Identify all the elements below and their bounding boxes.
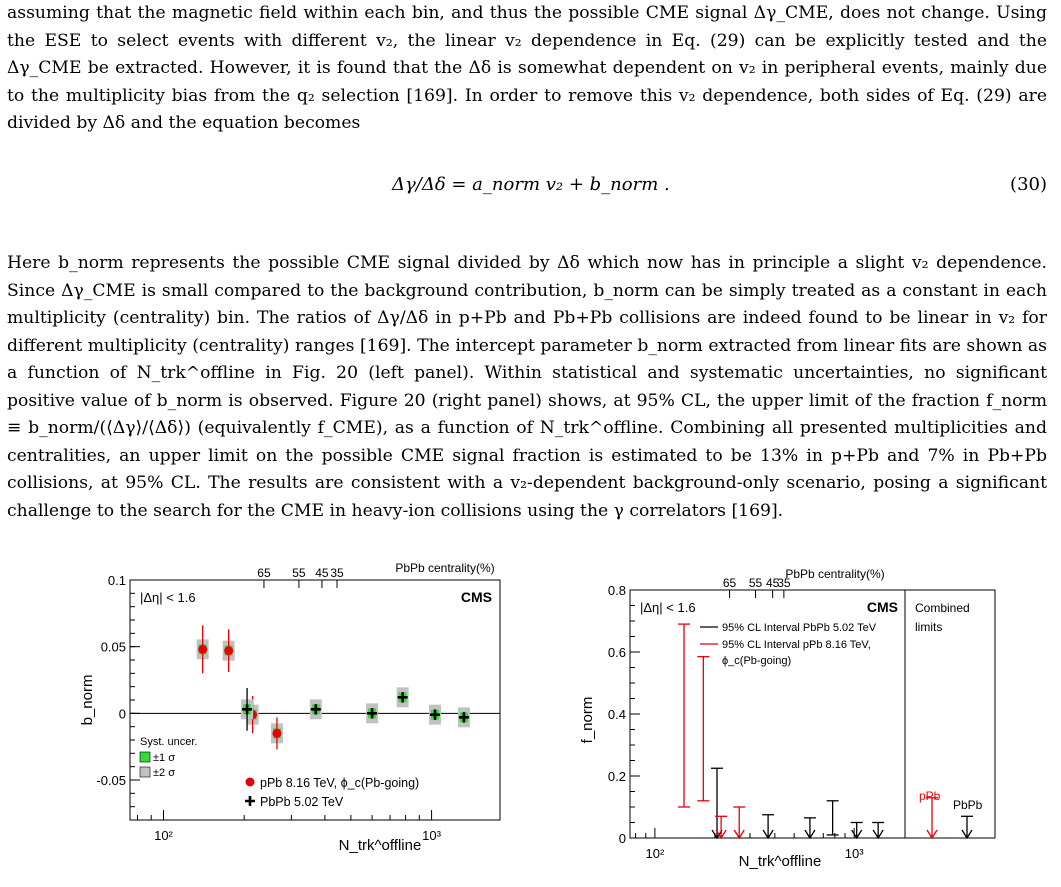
figure-left-bnorm xyxy=(70,560,510,883)
x-tick-label: 10³ xyxy=(844,846,864,861)
cut-annotation: |Δη| < 1.6 xyxy=(640,600,696,615)
legend-ppb-label-line1: 95% CL Interval pPb 8.16 TeV, xyxy=(722,639,871,651)
top-tick-label: 35 xyxy=(330,566,344,580)
y-tick-label: 0.8 xyxy=(607,583,626,598)
top-tick-label: 45 xyxy=(765,576,780,590)
x-axis-label: N_trk^offline xyxy=(338,837,422,854)
ppb-data-point xyxy=(224,646,233,655)
equation-30 xyxy=(0,172,1047,202)
top-tick-label: 65 xyxy=(722,576,737,590)
top-axis-label: PbPb centrality(%) xyxy=(395,561,495,575)
syst-legend-title: Syst. uncer. xyxy=(140,736,198,748)
fnorm-chart xyxy=(570,560,1010,883)
legend-pbpb-marker xyxy=(245,796,255,806)
syst-legend-swatch-2sigma xyxy=(140,767,150,777)
equation-number: (30) xyxy=(1010,174,1047,195)
ppb-data-point xyxy=(198,645,207,654)
y-tick-label: 0.6 xyxy=(607,645,626,660)
legend-pbpb-label: 95% CL Interval PbPb 5.02 TeV xyxy=(722,622,877,634)
experiment-label: CMS xyxy=(460,589,492,605)
y-tick-label: 0.4 xyxy=(607,707,626,722)
combined-pbpb-label: PbPb xyxy=(953,798,983,812)
paragraph-intro: assuming that the magnetic field within each bin, and thus the possible CME signal Δγ_CME, does not change. Using the ESE to select events with different v₂, the linear v₂ dependence in Eq. (29) can be explicitly tested and the Δγ_CME be extracted. However, it is found that the Δδ is somewhat dependent on v₂ in peripheral events, mainly due to the multiplicity bias from the q₂ selection [169]. In order to remove this v₂ dependence, both sides of Eq. (29) are divided by Δδ and the equation becomes xyxy=(7,3,1047,133)
combined-ppb-label: pPb xyxy=(919,789,941,803)
y-tick-label: 0 xyxy=(118,706,126,722)
y-axis-label: b_norm xyxy=(79,674,96,726)
legend-ppb-marker xyxy=(246,778,255,787)
top-tick-label: 55 xyxy=(748,576,763,590)
combined-label-line2: limits xyxy=(915,620,943,634)
top-axis-label: PbPb centrality(%) xyxy=(785,567,885,581)
x-axis-label: N_trk^offline xyxy=(738,853,822,870)
y-tick-label: 0 xyxy=(618,831,626,846)
cut-annotation: |Δη| < 1.6 xyxy=(140,590,196,605)
top-tick-label: 45 xyxy=(315,566,329,580)
legend-ppb-label-line2: ϕ_c(Pb-going) xyxy=(722,655,792,667)
y-tick-label: 0.2 xyxy=(607,769,626,784)
combined-label-line1: Combined xyxy=(915,601,970,615)
x-tick-label: 10² xyxy=(645,846,665,861)
top-tick-label: 65 xyxy=(257,566,271,580)
equation-body: Δγ/Δδ = a_norm v₂ + b_norm . xyxy=(392,174,670,195)
y-tick-label: 0.1 xyxy=(107,573,126,588)
x-tick-label: 10² xyxy=(154,828,173,843)
syst-legend-swatch-1sigma xyxy=(140,752,150,762)
y-tick-label: 0.05 xyxy=(100,639,126,655)
bnorm-chart xyxy=(70,560,510,883)
y-axis-label: f_norm xyxy=(579,696,596,744)
syst-legend-2sigma: ±2 σ xyxy=(153,767,175,779)
legend-pbpb-label: PbPb 5.02 TeV xyxy=(260,795,344,809)
syst-legend-1sigma: ±1 σ xyxy=(153,752,175,764)
top-tick-label: 35 xyxy=(777,576,791,590)
ppb-data-point xyxy=(272,729,281,738)
y-tick-label: -0.05 xyxy=(96,773,126,788)
experiment-label: CMS xyxy=(866,599,898,615)
x-tick-label: 10³ xyxy=(422,828,441,843)
legend-ppb-label: pPb 8.16 TeV, ϕ_c(Pb-going) xyxy=(260,776,420,790)
paragraph-results: Here b_norm represents the possible CME signal divided by Δδ which now has in principle a slight v₂ dependence. Since Δγ_CME is small compared to the background contribution, b_norm can be simply treated as a constant in each multiplicity (centrality) bin. The ratios of Δγ/Δδ in p+Pb and Pb+Pb collisions are indeed found to be linear in v₂ for different multiplicity (centrality) ranges [169]. The intercept parameter b_norm extracted from linear fits are shown as a function of N_trk^offline in Fig. 20 (left panel). Within statistical and systematic uncertainties, no significant positive value of b_norm is observed. Figure 20 (right panel) shows, at 95% CL, the upper limit of the fraction f_norm ≡ b_norm/(⟨Δγ⟩/⟨Δδ⟩) (equivalently f_CME), as a function of N_trk^offline. Combining all presented multiplicities and centralities, an upper limit on the possible CME signal fraction is estimated to be 13% in p+Pb and 7% in Pb+Pb collisions, at 95% CL. The results are consistent with a v₂-dependent background-only scenario, posing a significant challenge to the search for the CME in heavy-ion collisions using the γ correlators [169]. xyxy=(7,253,1047,521)
figure-right-fnorm xyxy=(570,560,1010,883)
top-tick-label: 55 xyxy=(292,566,306,580)
